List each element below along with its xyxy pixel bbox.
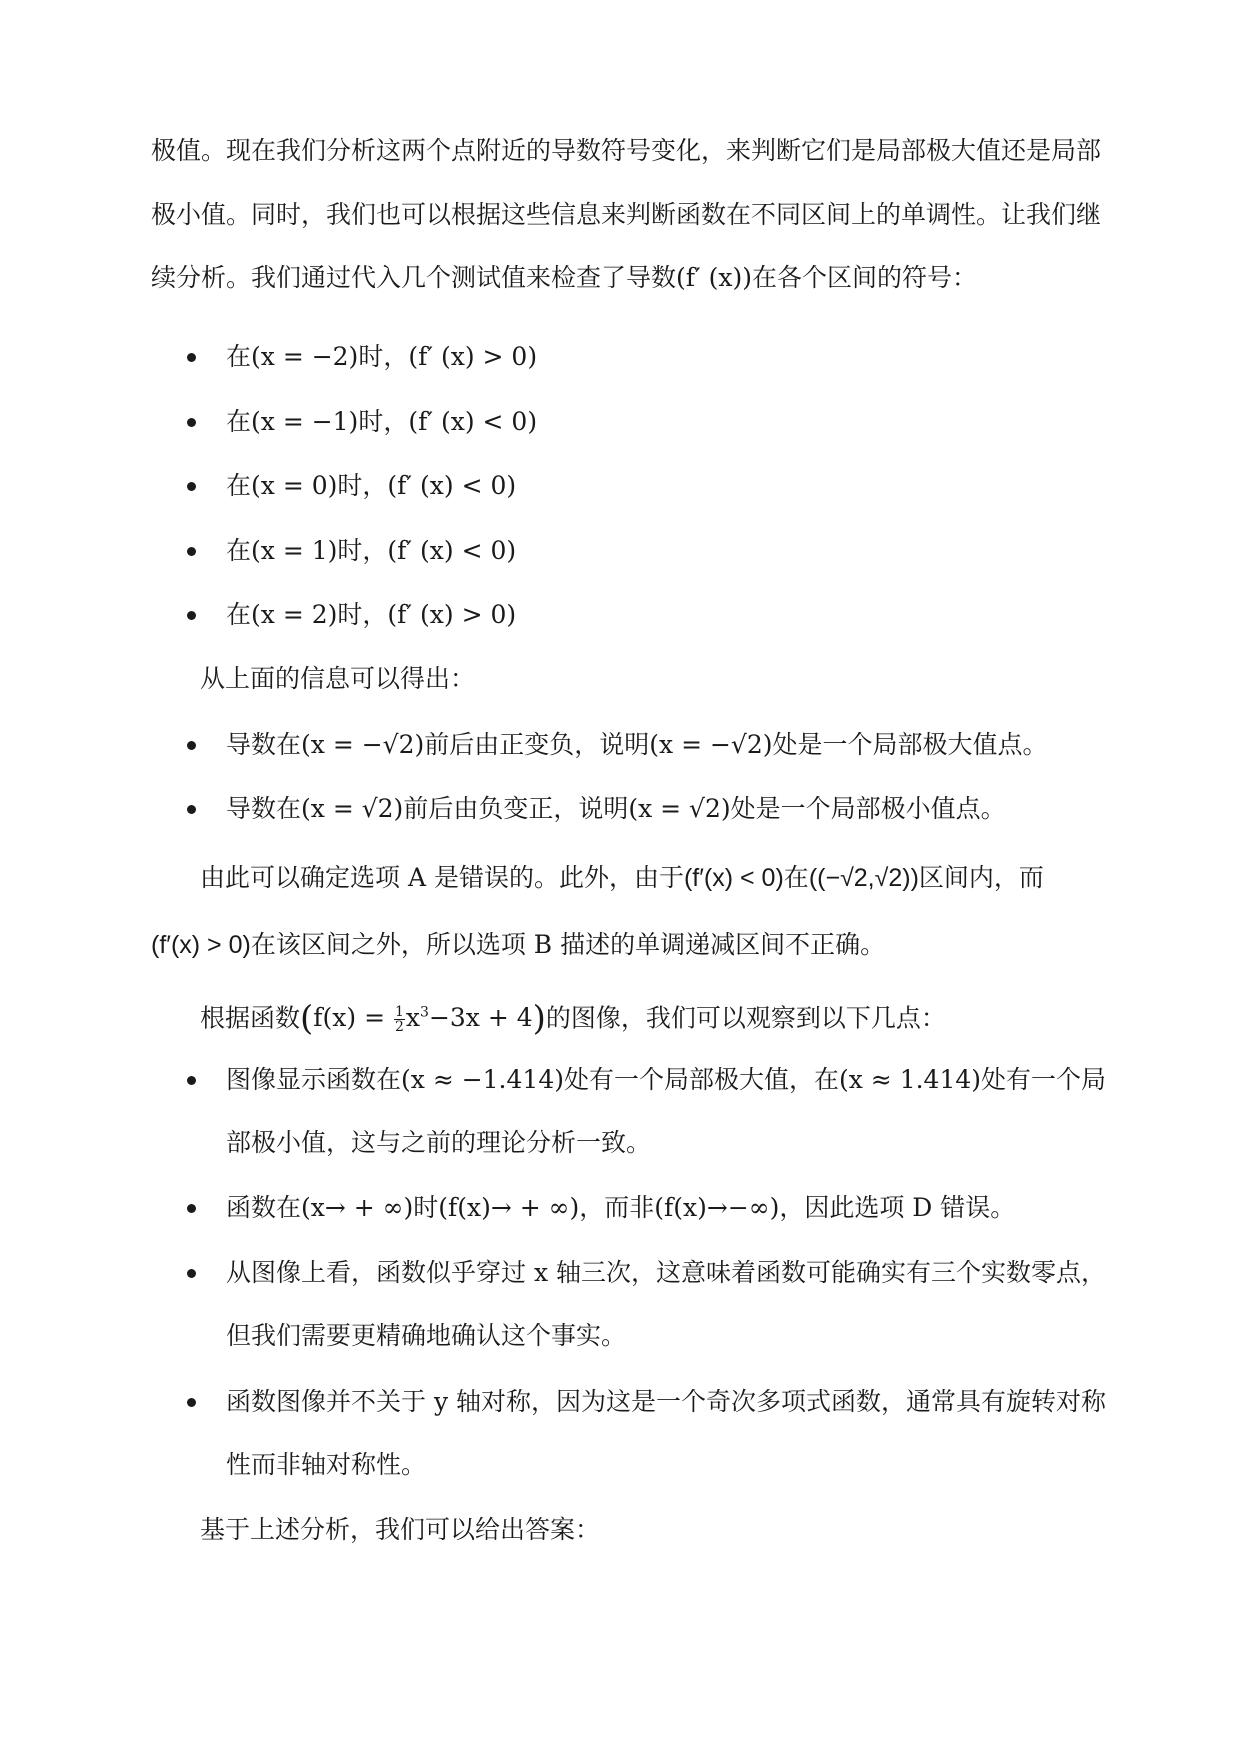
bullet-icon — [187, 1269, 196, 1278]
conclusion-line-2: (f′(x) > 0)在该区间之外，所以选项 B 描述的单调递减区间不正确。 — [151, 930, 886, 959]
bullet-icon — [187, 1398, 196, 1407]
conclusion-line-1: 由此可以确定选项 A 是错误的。此外，由于(f′(x) < 0)在((−√2,√2))区间内，而 — [200, 863, 1044, 892]
list-item-continuation: 性而非轴对称性。 — [226, 1450, 427, 1479]
bullet-icon — [187, 482, 196, 491]
fraction: $\frac{1}{2}$ — [394, 1004, 404, 1036]
list-item: 导数在(x = √2)前后由负变正，说明(x = √2)处是一个局部极小值点。 — [226, 794, 1006, 823]
list-item: 在(x = −1)时，(f′ (x) < 0) — [226, 407, 538, 436]
list-item-continuation: 但我们需要更精确地确认这个事实。 — [226, 1321, 627, 1350]
list-item: 函数在(x→ + ∞)时(f(x)→ + ∞)，而非(f(x)→−∞)，因此选项 D 错误。 — [226, 1193, 1016, 1222]
list-item: 在(x = −2)时，(f′ (x) > 0) — [226, 342, 538, 371]
intro-line-2: 极小值。同时，我们也可以根据这些信息来判断函数在不同区间上的单调性。让我们继 — [151, 200, 1102, 229]
list-item: 导数在(x = −√2)前后由正变负，说明(x = −√2)处是一个局部极大值点。 — [226, 730, 1048, 759]
function-formula: f(x) = $\frac{1}{2}$ $x^3-3x + 4$ — [313, 1003, 533, 1036]
list-item: 图像显示函数在(x ≈ −1.414)处有一个局部极大值，在(x ≈ 1.414)处有一个局 — [226, 1065, 1107, 1094]
bullet-icon — [187, 741, 196, 750]
list-item-continuation: 部极小值，这与之前的理论分析一致。 — [226, 1128, 652, 1157]
list-item: 从图像上看，函数似乎穿过 x 轴三次，这意味着函数可能确实有三个实数零点， — [226, 1258, 1106, 1287]
intro-line-3-text: 续分析。我们通过代入几个测试值来检查了导数 — [151, 263, 677, 292]
list-item: 函数图像并不关于 y 轴对称，因为这是一个奇次多项式函数，通常具有旋转对称 — [226, 1387, 1107, 1416]
intro-line-3-tail: 在各个区间的符号： — [752, 263, 978, 292]
bullet-icon — [187, 1204, 196, 1213]
bullet-icon — [187, 611, 196, 620]
intro-line-1: 极值。现在我们分析这两个点附近的导数符号变化，来判断它们是局部极大值还是局部 — [151, 136, 1102, 165]
bullet-icon — [187, 353, 196, 362]
final-statement: 基于上述分析，我们可以给出答案： — [200, 1515, 601, 1544]
bullet-icon — [187, 547, 196, 556]
list-item: 在(x = 0)时，(f′ (x) < 0) — [226, 471, 517, 500]
bullet-icon — [187, 418, 196, 427]
summary-intro: 从上面的信息可以得出： — [200, 664, 476, 693]
graph-intro: 根据函数(f(x) = $\frac{1}{2}$ $x^3-3x + 4$)的图像，我们可以观察到以下几点： — [200, 998, 946, 1039]
derivative-expression: (f′ (x)) — [676, 263, 753, 292]
bullet-icon — [187, 805, 196, 814]
list-item: 在(x = 2)时，(f′ (x) > 0) — [226, 600, 517, 629]
bullet-icon — [187, 1076, 196, 1085]
intro-line-3 — [151, 261, 977, 295]
list-item: 在(x = 1)时，(f′ (x) < 0) — [226, 536, 517, 565]
